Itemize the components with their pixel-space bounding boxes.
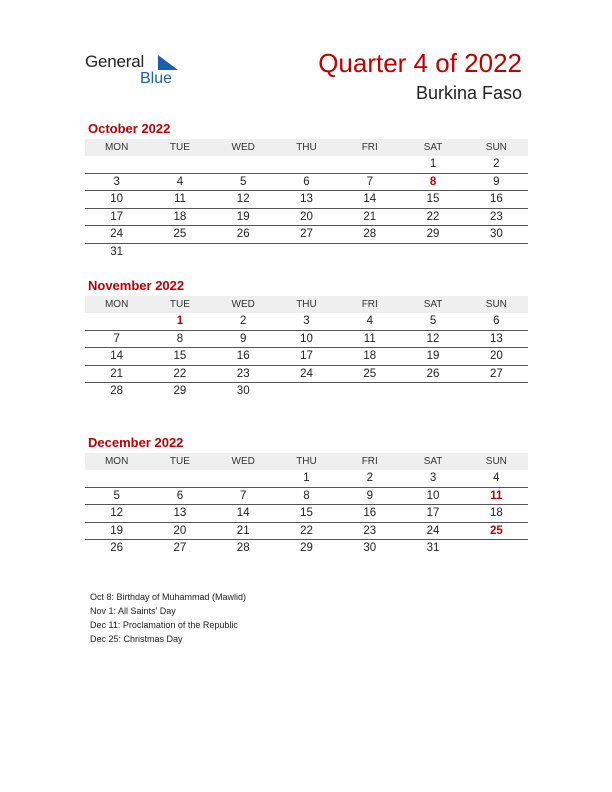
day-cell: 5: [401, 313, 464, 330]
month-calendar: [85, 121, 528, 260]
day-cell: 3: [275, 313, 338, 330]
day-cell: 7: [338, 173, 401, 191]
day-cell: 29: [173, 385, 187, 398]
day-cell: [465, 243, 528, 260]
day-cell: 28: [338, 226, 401, 244]
day-cell: 27: [465, 365, 528, 383]
day-cell: [212, 156, 275, 173]
day-cell: 8: [275, 487, 338, 505]
day-cell: [148, 470, 211, 487]
week-row: [85, 330, 528, 348]
day-cell: 13: [148, 505, 211, 523]
logo-word-general: General: [85, 52, 145, 71]
holiday-note: Dec 25: Christmas Day: [90, 634, 183, 644]
day-cell: 2: [212, 313, 275, 330]
day-cell: 14: [85, 348, 148, 366]
month-grid: [85, 453, 528, 557]
day-cell: 18: [338, 348, 401, 366]
day-cell: 5: [212, 173, 275, 191]
weekday-header: TUE: [148, 453, 211, 470]
day-cell: [338, 383, 401, 400]
month-title: November 2022: [88, 278, 185, 293]
page-title: Quarter 4 of 2022: [318, 48, 522, 78]
day-cell: 9: [212, 330, 275, 348]
week-row: [85, 208, 528, 226]
day-cell: 14: [212, 505, 275, 523]
month-grid: [85, 139, 528, 260]
day-cell: 30: [236, 385, 250, 398]
weekday-header: SUN: [465, 139, 528, 156]
week-row: [85, 383, 528, 400]
day-cell: 23: [465, 208, 528, 226]
day-cell: [148, 243, 211, 260]
day-cell: 13: [275, 191, 338, 209]
day-cell: [212, 243, 275, 260]
day-cell: 6: [465, 313, 528, 330]
day-cell: [85, 470, 148, 487]
day-cell: 3: [85, 173, 148, 191]
weekday-header: SAT: [401, 453, 464, 470]
logo-triangle-icon: [158, 55, 178, 70]
weekday-header: THU: [275, 453, 338, 470]
day-cell: 20: [148, 522, 211, 540]
day-cell: 10: [85, 191, 148, 209]
month-title: December 2022: [88, 435, 184, 450]
day-cell: 26: [110, 542, 124, 555]
weekday-header: SAT: [401, 139, 464, 156]
day-cell: 17: [401, 505, 464, 523]
weekday-header: THU: [275, 139, 338, 156]
day-cell: 24: [275, 365, 338, 383]
week-row: [85, 348, 528, 366]
day-cell: 31: [110, 245, 124, 258]
day-cell: [275, 243, 338, 260]
weekday-header: MON: [85, 453, 148, 470]
day-cell: 12: [85, 505, 148, 523]
day-cell: 11: [338, 330, 401, 348]
logo: [85, 52, 195, 92]
day-cell: [85, 156, 148, 173]
day-cell: 23: [338, 522, 401, 540]
holiday-day-cell: 8: [401, 173, 464, 191]
day-cell: 2: [465, 156, 528, 173]
day-cell: 31: [426, 542, 440, 555]
day-cell: 6: [148, 487, 211, 505]
day-cell: 14: [338, 191, 401, 209]
weekday-header: WED: [212, 453, 275, 470]
holiday-note: Dec 11: Proclamation of the Republic: [90, 620, 238, 630]
day-cell: 16: [338, 505, 401, 523]
week-row: [85, 191, 528, 209]
holiday-note: Oct 8: Birthday of Muhammad (Mawlid): [90, 592, 247, 602]
day-cell: 2: [338, 470, 401, 487]
week-row: [85, 365, 528, 383]
day-cell: [212, 470, 275, 487]
day-cell: 4: [338, 313, 401, 330]
week-row: [85, 487, 528, 505]
day-cell: 16: [212, 348, 275, 366]
day-cell: 17: [275, 348, 338, 366]
day-cell: 25: [338, 365, 401, 383]
day-cell: 30: [465, 226, 528, 244]
day-cell: 10: [401, 487, 464, 505]
month-calendar: [85, 435, 528, 557]
day-cell: 26: [401, 365, 464, 383]
day-cell: 28: [236, 542, 250, 555]
month-calendar: [85, 278, 528, 400]
day-cell: 20: [465, 348, 528, 366]
day-cell: 19: [212, 208, 275, 226]
weekday-header: SUN: [465, 296, 528, 313]
week-row: [85, 226, 528, 244]
day-cell: 21: [85, 365, 148, 383]
day-cell: 13: [465, 330, 528, 348]
day-cell: 20: [275, 208, 338, 226]
month-title: October 2022: [88, 121, 171, 136]
day-cell: 27: [173, 542, 187, 555]
day-cell: 25: [148, 226, 211, 244]
day-cell: 16: [465, 191, 528, 209]
weekday-header: WED: [212, 139, 275, 156]
day-cell: 19: [401, 348, 464, 366]
week-row: [85, 156, 528, 173]
day-cell: 18: [465, 505, 528, 523]
week-row: [85, 522, 528, 540]
day-cell: 6: [275, 173, 338, 191]
weekday-header: SUN: [465, 453, 528, 470]
day-cell: 30: [363, 542, 377, 555]
weekday-header: THU: [275, 296, 338, 313]
day-cell: 7: [85, 330, 148, 348]
weekday-header: FRI: [338, 453, 401, 470]
day-cell: 19: [85, 522, 148, 540]
weekday-header: MON: [85, 139, 148, 156]
week-row: [85, 470, 528, 487]
weekday-header: TUE: [148, 139, 211, 156]
day-cell: 10: [275, 330, 338, 348]
day-cell: 4: [465, 470, 528, 487]
week-row: [85, 313, 528, 330]
logo-word-blue: Blue: [140, 70, 173, 87]
day-cell: 12: [401, 330, 464, 348]
day-cell: 7: [212, 487, 275, 505]
week-row: [85, 505, 528, 523]
week-row: [85, 173, 528, 191]
day-cell: 28: [110, 385, 124, 398]
day-cell: 11: [148, 191, 211, 209]
day-cell: 24: [85, 226, 148, 244]
day-cell: 22: [275, 522, 338, 540]
day-cell: [465, 540, 528, 557]
day-cell: 18: [148, 208, 211, 226]
week-row: [85, 243, 528, 260]
week-row: [85, 540, 528, 557]
day-cell: 12: [212, 191, 275, 209]
day-cell: 24: [401, 522, 464, 540]
weekday-header: WED: [212, 296, 275, 313]
month-grid: [85, 296, 528, 400]
day-cell: [338, 243, 401, 260]
weekday-header: FRI: [338, 139, 401, 156]
day-cell: [465, 383, 528, 400]
day-cell: [148, 156, 211, 173]
day-cell: [85, 313, 148, 330]
day-cell: 1: [275, 470, 338, 487]
day-cell: 29: [300, 542, 313, 555]
day-cell: 15: [148, 348, 211, 366]
day-cell: 26: [212, 226, 275, 244]
day-cell: 15: [401, 191, 464, 209]
day-cell: 29: [401, 226, 464, 244]
day-cell: 21: [338, 208, 401, 226]
holiday-notes: [90, 590, 246, 646]
holiday-day-cell: 11: [465, 487, 528, 505]
day-cell: 8: [148, 330, 211, 348]
weekday-header: SAT: [401, 296, 464, 313]
holiday-note: Nov 1: All Saints’ Day: [90, 606, 176, 616]
holiday-day-cell: 1: [148, 313, 211, 330]
weekday-header: FRI: [338, 296, 401, 313]
day-cell: 1: [401, 156, 464, 173]
weekday-header: TUE: [148, 296, 211, 313]
day-cell: 23: [212, 365, 275, 383]
day-cell: [275, 156, 338, 173]
day-cell: [401, 243, 464, 260]
weekday-header: MON: [85, 296, 148, 313]
day-cell: 4: [148, 173, 211, 191]
day-cell: [275, 383, 338, 400]
day-cell: 22: [401, 208, 464, 226]
holiday-day-cell: 25: [465, 522, 528, 540]
day-cell: 9: [338, 487, 401, 505]
day-cell: 17: [85, 208, 148, 226]
country-name: Burkina Faso: [415, 83, 522, 103]
day-cell: 9: [465, 173, 528, 191]
day-cell: 15: [275, 505, 338, 523]
day-cell: 3: [401, 470, 464, 487]
day-cell: 27: [275, 226, 338, 244]
day-cell: [401, 383, 464, 400]
day-cell: [338, 156, 401, 173]
day-cell: 5: [85, 487, 148, 505]
day-cell: 21: [212, 522, 275, 540]
day-cell: 22: [148, 365, 211, 383]
